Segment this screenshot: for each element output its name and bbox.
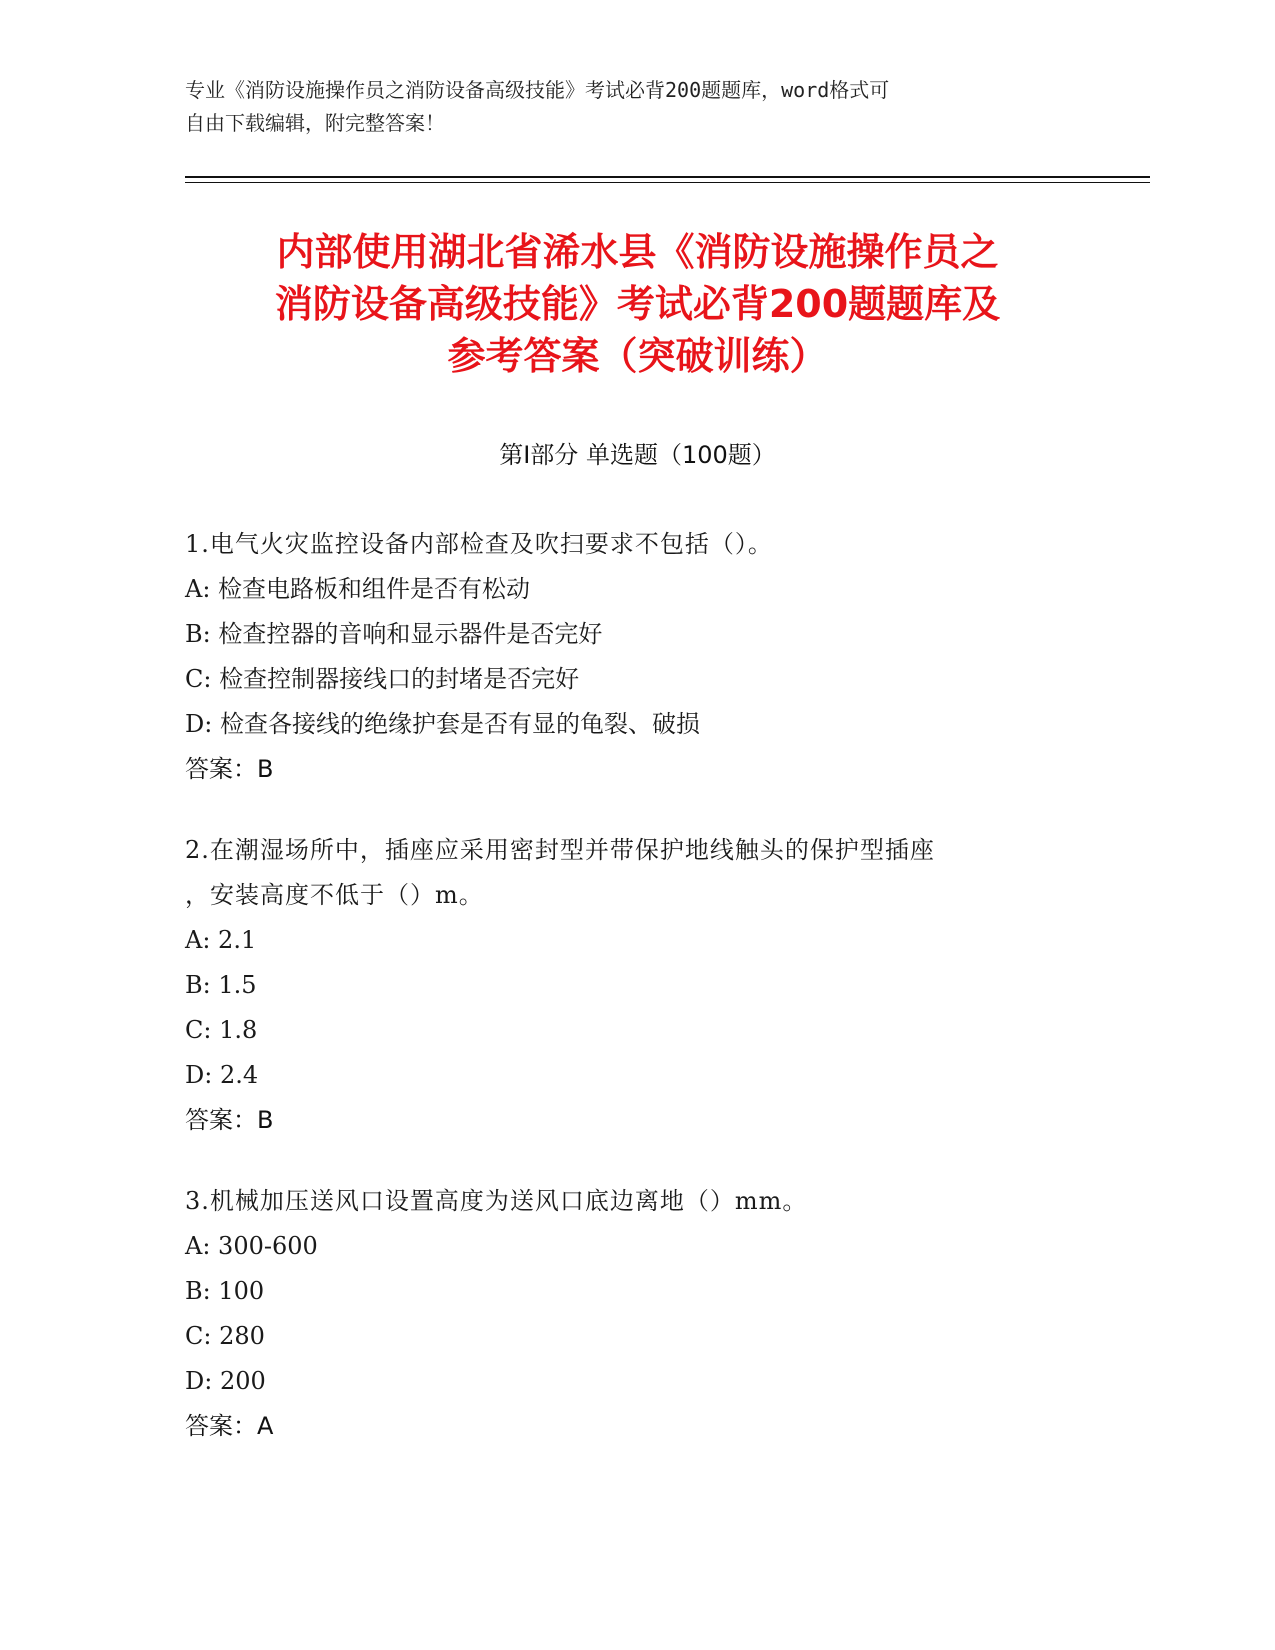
question-stem-continued: ，安装高度不低于（）m。 — [185, 881, 484, 909]
answer-line: 答案：B — [185, 1106, 274, 1134]
option-a: A: 2.1 — [185, 926, 257, 954]
document-title-line-1: 内部使用湖北省浠水县《消防设施操作员之 — [276, 230, 999, 274]
question-1 — [185, 522, 1065, 792]
document-title-line-3: 参考答案（突破训练） — [447, 334, 828, 378]
question-stem: 2.在潮湿场所中，插座应采用密封型并带保护地线触头的保护型插座 — [185, 836, 935, 864]
option-c: C: 检查控制器接线口的封堵是否完好 — [185, 665, 580, 693]
header-note-line-1: 专业《消防设施操作员之消防设备高级技能》考试必背200题题库，word格式可 — [185, 78, 890, 102]
header-rule-thick — [185, 176, 1150, 178]
option-d: D: 检查各接线的绝缘护套是否有显的龟裂、破损 — [185, 710, 700, 738]
option-b: B: 检查控器的音响和显示器件是否完好 — [185, 620, 603, 648]
option-d: D: 200 — [185, 1367, 266, 1395]
document-title — [160, 226, 1115, 382]
answer-line: 答案：A — [185, 1412, 274, 1440]
option-a: A: 300-600 — [185, 1232, 318, 1260]
option-a: A: 检查电路板和组件是否有松动 — [185, 575, 531, 603]
section-heading: 第Ⅰ部分 单选题（100题） — [499, 441, 776, 469]
header-rule-thin — [185, 182, 1150, 183]
question-stem: 1.电气火灾监控设备内部检查及吹扫要求不包括（）。 — [185, 530, 773, 558]
option-d: D: 2.4 — [185, 1061, 259, 1089]
question-stem: 3.机械加压送风口设置高度为送风口底边离地（）mm。 — [185, 1187, 808, 1215]
option-c: C: 280 — [185, 1322, 265, 1350]
question-list — [185, 522, 1065, 1485]
answer-line: 答案：B — [185, 755, 274, 783]
header-note — [185, 74, 1065, 140]
document-title-line-2: 消防设备高级技能》考试必背200题题库及 — [274, 282, 1001, 326]
header-note-line-2: 自由下载编辑，附完整答案！ — [185, 111, 445, 135]
question-3 — [185, 1179, 1065, 1449]
option-b: B: 1.5 — [185, 971, 257, 999]
option-b: B: 100 — [185, 1277, 265, 1305]
option-c: C: 1.8 — [185, 1016, 258, 1044]
question-2 — [185, 828, 1065, 1143]
